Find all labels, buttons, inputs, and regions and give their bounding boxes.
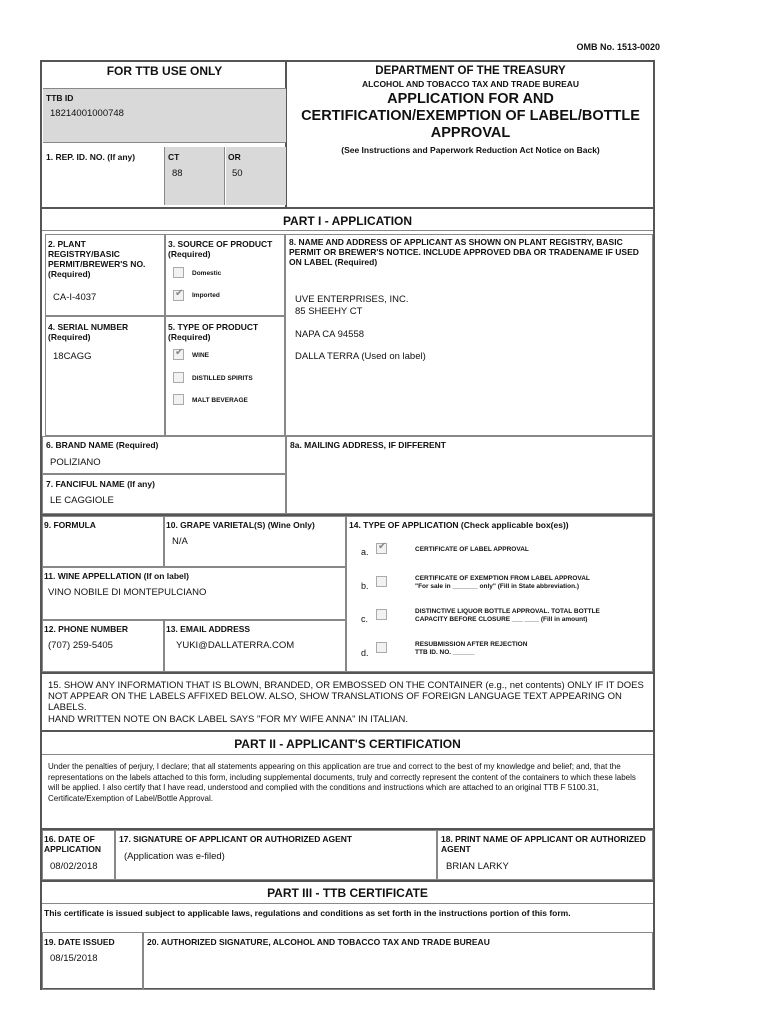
rep-id-label: 1. REP. ID. NO. (If any) xyxy=(46,152,136,162)
signature-value: (Application was e-filed) xyxy=(124,851,225,862)
omb-number: OMB No. 1513-0020 xyxy=(576,42,660,52)
grape-value: N/A xyxy=(172,536,188,547)
apptype-a-checkbox[interactable] xyxy=(376,543,387,554)
domestic-label: Domestic xyxy=(192,270,222,277)
form-title-3: APPROVAL xyxy=(430,125,511,141)
type-label: 5. TYPE OF PRODUCT (Required) xyxy=(168,322,259,342)
print-name-label: 18. PRINT NAME OF APPLICANT OR AUTHORIZED AGENT xyxy=(441,834,646,854)
signature-label: 17. SIGNATURE OF APPLICANT OR AUTHORIZED AGENT xyxy=(119,834,353,844)
date-issued-value: 08/15/2018 xyxy=(50,953,98,964)
part3-divider xyxy=(42,880,653,882)
certification-text: Under the penalties of perjury, I declare; that all statements appearing on this application are true and correct to the best of my knowledge and belief; and, that the representations on the labels attached to this form, including supplemental documents, truly and correctly represent the content of the containers to which these labels will be applied. I also certify that I have read, understood and complied with the conditions and instructions which are attached to an original TTB F 5100.31, Certificate/Exemption of Label/Bottle Approval. xyxy=(48,762,636,803)
fanciful-label: 7. FANCIFUL NAME (If any) xyxy=(46,479,155,489)
phone-value: (707) 259-5405 xyxy=(48,640,113,651)
apptype-c-text1: DISTINCTIVE LIQUOR BOTTLE APPROVAL. TOTAL BOTTLE xyxy=(415,608,600,615)
apptype-a-letter: a. xyxy=(361,547,369,557)
dept-line1: DEPARTMENT OF THE TREASURY xyxy=(375,65,566,77)
ttb-id-value: 18214001000748 xyxy=(50,108,124,119)
part3-title-rule xyxy=(42,903,653,904)
applicant-label: 8. NAME AND ADDRESS OF APPLICANT AS SHOWN ON PLANT REGISTRY, BASIC PERMIT OR BREWER'S NOTICE. INCLUDE APPROVED DBA OR TRADENAME IF USED ON LABEL (Required) xyxy=(289,237,639,267)
apptype-c-letter: c. xyxy=(361,614,369,624)
apptype-b-text2: "For sale in _______ only" (Fill in State abbreviation.) xyxy=(415,583,580,590)
check-icon: ✔ xyxy=(378,541,387,552)
date-app-value: 08/02/2018 xyxy=(50,861,98,872)
part1-title: PART I - APPLICATION xyxy=(282,214,413,228)
brand-label: 6. BRAND NAME (Required) xyxy=(46,440,159,450)
serial-value: 18CAGG xyxy=(53,351,92,362)
apptype-c-text2: CAPACITY BEFORE CLOSURE ___ ____ (Fill in amount) xyxy=(415,616,588,623)
form-title-1: APPLICATION FOR AND xyxy=(387,91,554,107)
apptype-d-text1: RESUBMISSION AFTER REJECTION xyxy=(415,641,528,648)
form-title-2: CERTIFICATION/EXEMPTION OF LABEL/BOTTLE xyxy=(301,108,640,124)
plant-label: 2. PLANT REGISTRY/BASIC PERMIT/BREWER'S NO. (Required) xyxy=(48,239,146,279)
brand-value: POLIZIANO xyxy=(50,457,101,468)
spirits-checkbox[interactable] xyxy=(173,372,184,383)
apptype-label: 14. TYPE OF APPLICATION (Check applicable box(es)) xyxy=(349,520,569,530)
auth-signature-label: 20. AUTHORIZED SIGNATURE, ALCOHOL AND TOBACCO TAX AND TRADE BUREAU xyxy=(147,937,490,947)
ttb-use-title: FOR TTB USE ONLY xyxy=(106,64,223,78)
source-label: 3. SOURCE OF PRODUCT (Required) xyxy=(168,239,273,259)
phone-label: 12. PHONE NUMBER xyxy=(44,624,129,634)
imported-checkbox[interactable] xyxy=(173,290,184,301)
spirits-label: DISTILLED SPIRITS xyxy=(192,375,253,382)
or-label: OR xyxy=(228,152,241,162)
applicant-line2: 85 SHEEHY CT xyxy=(295,306,363,317)
part2-title-rule xyxy=(42,754,653,755)
grape-label: 10. GRAPE VARIETAL(S) (Wine Only) xyxy=(166,520,315,530)
section3-rule xyxy=(42,672,653,674)
handwritten-note: HAND WRITTEN NOTE ON BACK LABEL SAYS "FOR MY WIFE ANNA" IN ITALIAN. xyxy=(48,714,409,725)
email-label: 13. EMAIL ADDRESS xyxy=(166,624,251,634)
apptype-b-letter: b. xyxy=(361,581,369,591)
apptype-d-letter: d. xyxy=(361,648,369,658)
apptype-d-checkbox[interactable] xyxy=(376,642,387,653)
plant-value: CA-I-4037 xyxy=(53,292,97,303)
apptype-d-text2: TTB ID. NO. ______ xyxy=(415,649,475,656)
part2-divider xyxy=(42,730,653,732)
malt-label: MALT BEVERAGE xyxy=(192,397,248,404)
check-icon: ✔ xyxy=(175,288,184,299)
print-name-value: BRIAN LARKY xyxy=(446,861,509,872)
applicant-line1: UVE ENTERPRISES, INC. xyxy=(295,294,409,305)
show-info-text: 15. SHOW ANY INFORMATION THAT IS BLOWN, BRANDED, OR EMBOSSED ON THE CONTAINER (e.g., net contents) ONLY IF IT DOES NOT APPEAR ON THE LABELS AFFIXED BELOW. ALSO, SHOW TRANSLATIONS OF FOREIGN LANGUAGE TEXT APPEARING ON LABELS. xyxy=(48,680,644,713)
serial-label: 4. SERIAL NUMBER (Required) xyxy=(48,322,129,342)
wine-label: WINE xyxy=(192,352,209,359)
applicant-line4: DALLA TERRA (Used on label) xyxy=(295,351,426,362)
part1-title-rule xyxy=(42,230,653,231)
apptype-a-text: CERTIFICATE OF LABEL APPROVAL xyxy=(415,546,529,553)
imported-label: Imported xyxy=(192,292,220,299)
mailing-label: 8a. MAILING ADDRESS, IF DIFFERENT xyxy=(290,440,447,450)
fanciful-value: LE CAGGIOLE xyxy=(50,495,114,506)
wine-checkbox[interactable] xyxy=(173,349,184,360)
applicant-line3: NAPA CA 94558 xyxy=(295,329,365,340)
malt-checkbox[interactable] xyxy=(173,394,184,405)
ct-value: 88 xyxy=(172,168,183,179)
date-app-label: 16. DATE OF APPLICATION xyxy=(44,834,101,854)
formula-label: 9. FORMULA xyxy=(44,520,96,530)
email-value: YUKI@DALLATERRA.COM xyxy=(176,640,295,651)
appellation-label: 11. WINE APPELLATION (If on label) xyxy=(44,571,189,581)
instructions-note: (See Instructions and Paperwork Reduction Act Notice on Back) xyxy=(341,145,600,155)
part2-title: PART II - APPLICANT'S CERTIFICATION xyxy=(234,737,461,751)
part3-title: PART III - TTB CERTIFICATE xyxy=(267,886,428,900)
ct-label: CT xyxy=(168,152,180,162)
part1-divider xyxy=(42,207,653,209)
apptype-b-text1: CERTIFICATE OF EXEMPTION FROM LABEL APPROVAL xyxy=(415,575,590,582)
dept-line2: ALCOHOL AND TOBACCO TAX AND TRADE BUREAU xyxy=(361,79,580,89)
or-value: 50 xyxy=(232,168,243,179)
ttb-id-label: TTB ID xyxy=(46,93,74,103)
certificate-text: This certificate is issued subject to applicable laws, regulations and conditions as set forth in the instructions portion of this form. xyxy=(44,908,571,918)
date-issued-label: 19. DATE ISSUED xyxy=(44,937,115,947)
domestic-checkbox[interactable] xyxy=(173,267,184,278)
appellation-value: VINO NOBILE DI MONTEPULCIANO xyxy=(48,587,207,598)
apptype-b-checkbox[interactable] xyxy=(376,576,387,587)
check-icon: ✔ xyxy=(175,347,184,358)
apptype-c-checkbox[interactable] xyxy=(376,609,387,620)
